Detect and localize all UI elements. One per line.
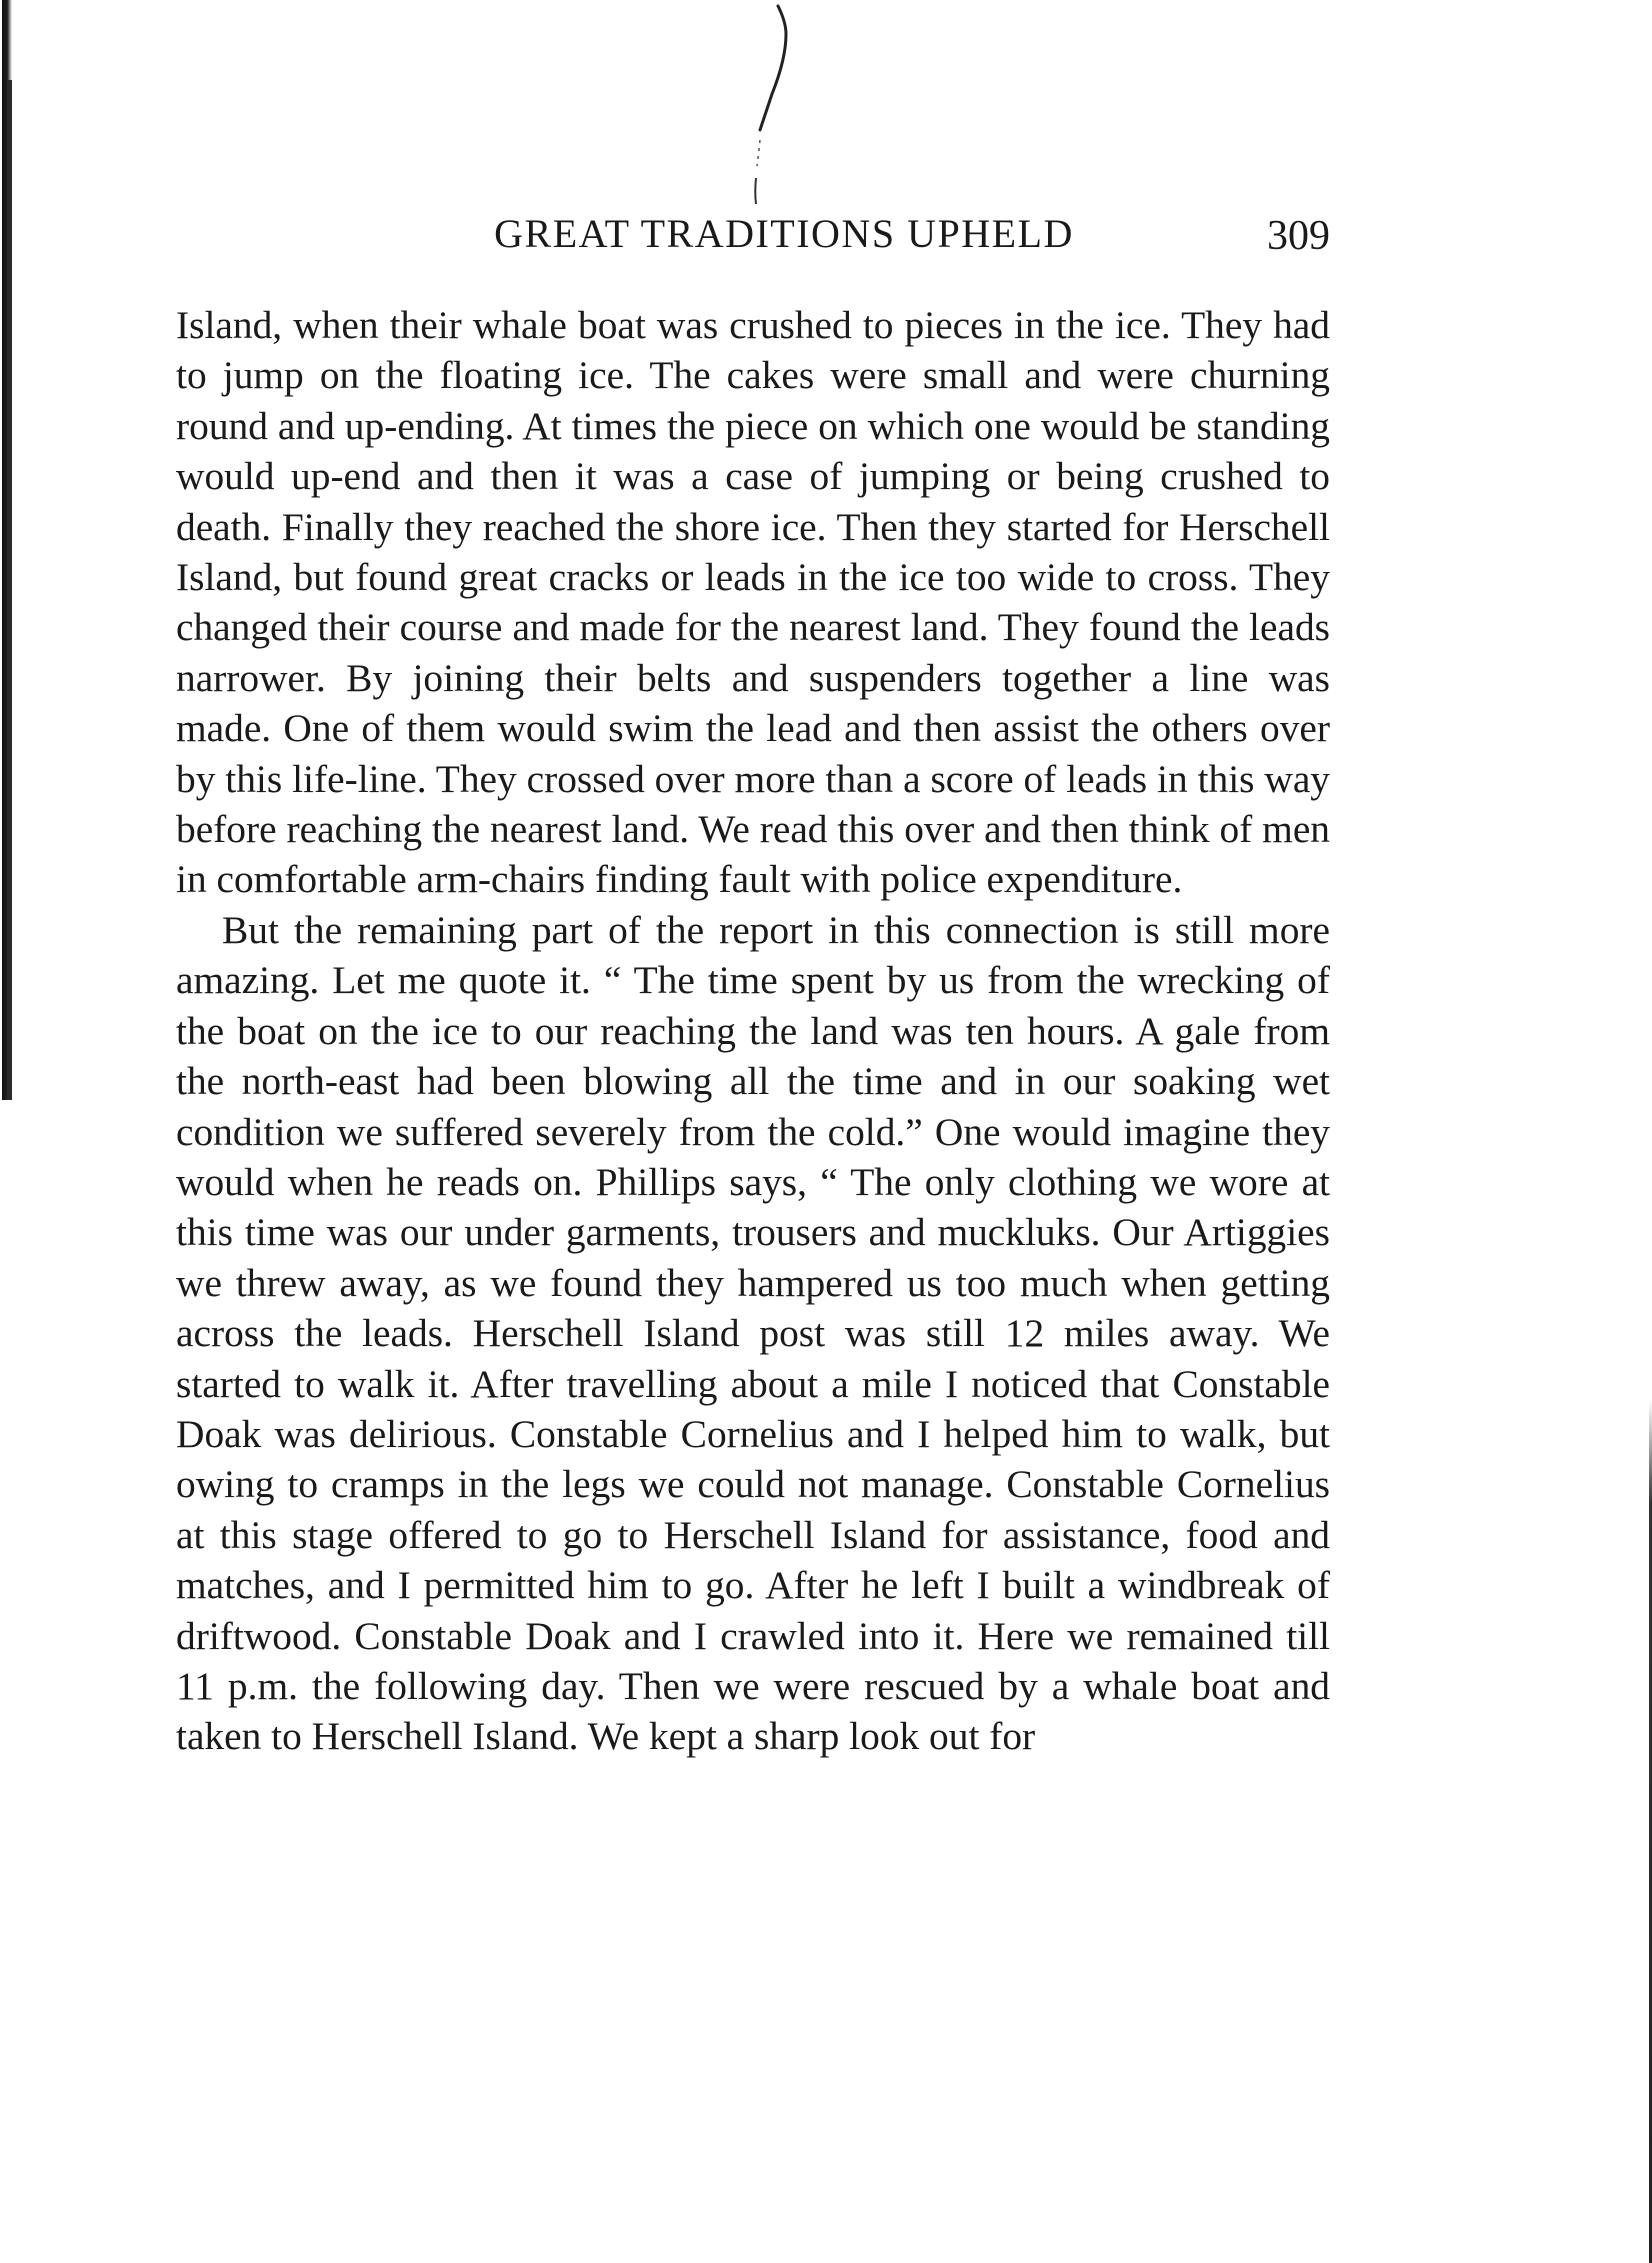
body-text bbox=[176, 300, 1330, 1762]
pencil-mark bbox=[720, 0, 810, 210]
page-header bbox=[178, 210, 1330, 270]
running-title: GREAT TRADITIONS UPHELD bbox=[494, 211, 1074, 256]
page-number: 309 bbox=[1267, 213, 1330, 259]
binding-shadow-inner bbox=[8, 80, 12, 1100]
paragraph-continued: Island, when their whale boat was crushed to pieces in the ice. They had to jump on the floating ice. The cakes were small and were churning round and up-ending. At times the piece on which one would be standing would up-end and then it was a case of jumping or being crushed to death. Finally they reached the shore ice. Then they started for Herschell Island, but found great cracks or leads in the ice too wide to cross. They changed their course and made for the nearest land. They found the leads narrower. By joining their belts and suspenders together a line was made. One of them would swim the lead and then assist the others over by this life-line. They crossed over more than a score of leads in this way before reaching the nearest land. We read this over and then think of men in comfortable arm-chairs finding fault with police expenditure. bbox=[176, 303, 1330, 902]
paragraph: But the remaining part of the report in this connection is still more amazing. Let me quote it. “ The time spent by us from the wrecking of the boat on the ice to our reaching the land was ten hours. A gale from the north-east had been blowing all the time and in our soaking wet condition we suffered severely from the cold.” One would imagine they would when he reads on. Phillips says, “ The only clothing we wore at this time was our under garments, trousers and muckluks. Our Artiggies we threw away, as we found they hampered us too much when getting across the leads. Herschell Island post was still 12 miles away. We started to walk it. After travelling about a mile I noticed that Constable Doak was delirious. Constable Cornelius and I helped him to walk, but owing to cramps in the legs we could not manage. Constable Cornelius at this stage offered to go to Herschell Island for assistance, food and matches, and I permitted him to go. After he left I built a windbreak of driftwood. Constable Doak and I crawled into it. Here we remained till 11 p.m. the following day. Then we were rescued by a whale boat and taken to Herschell Island. We kept a sharp look out for bbox=[176, 907, 1330, 1759]
